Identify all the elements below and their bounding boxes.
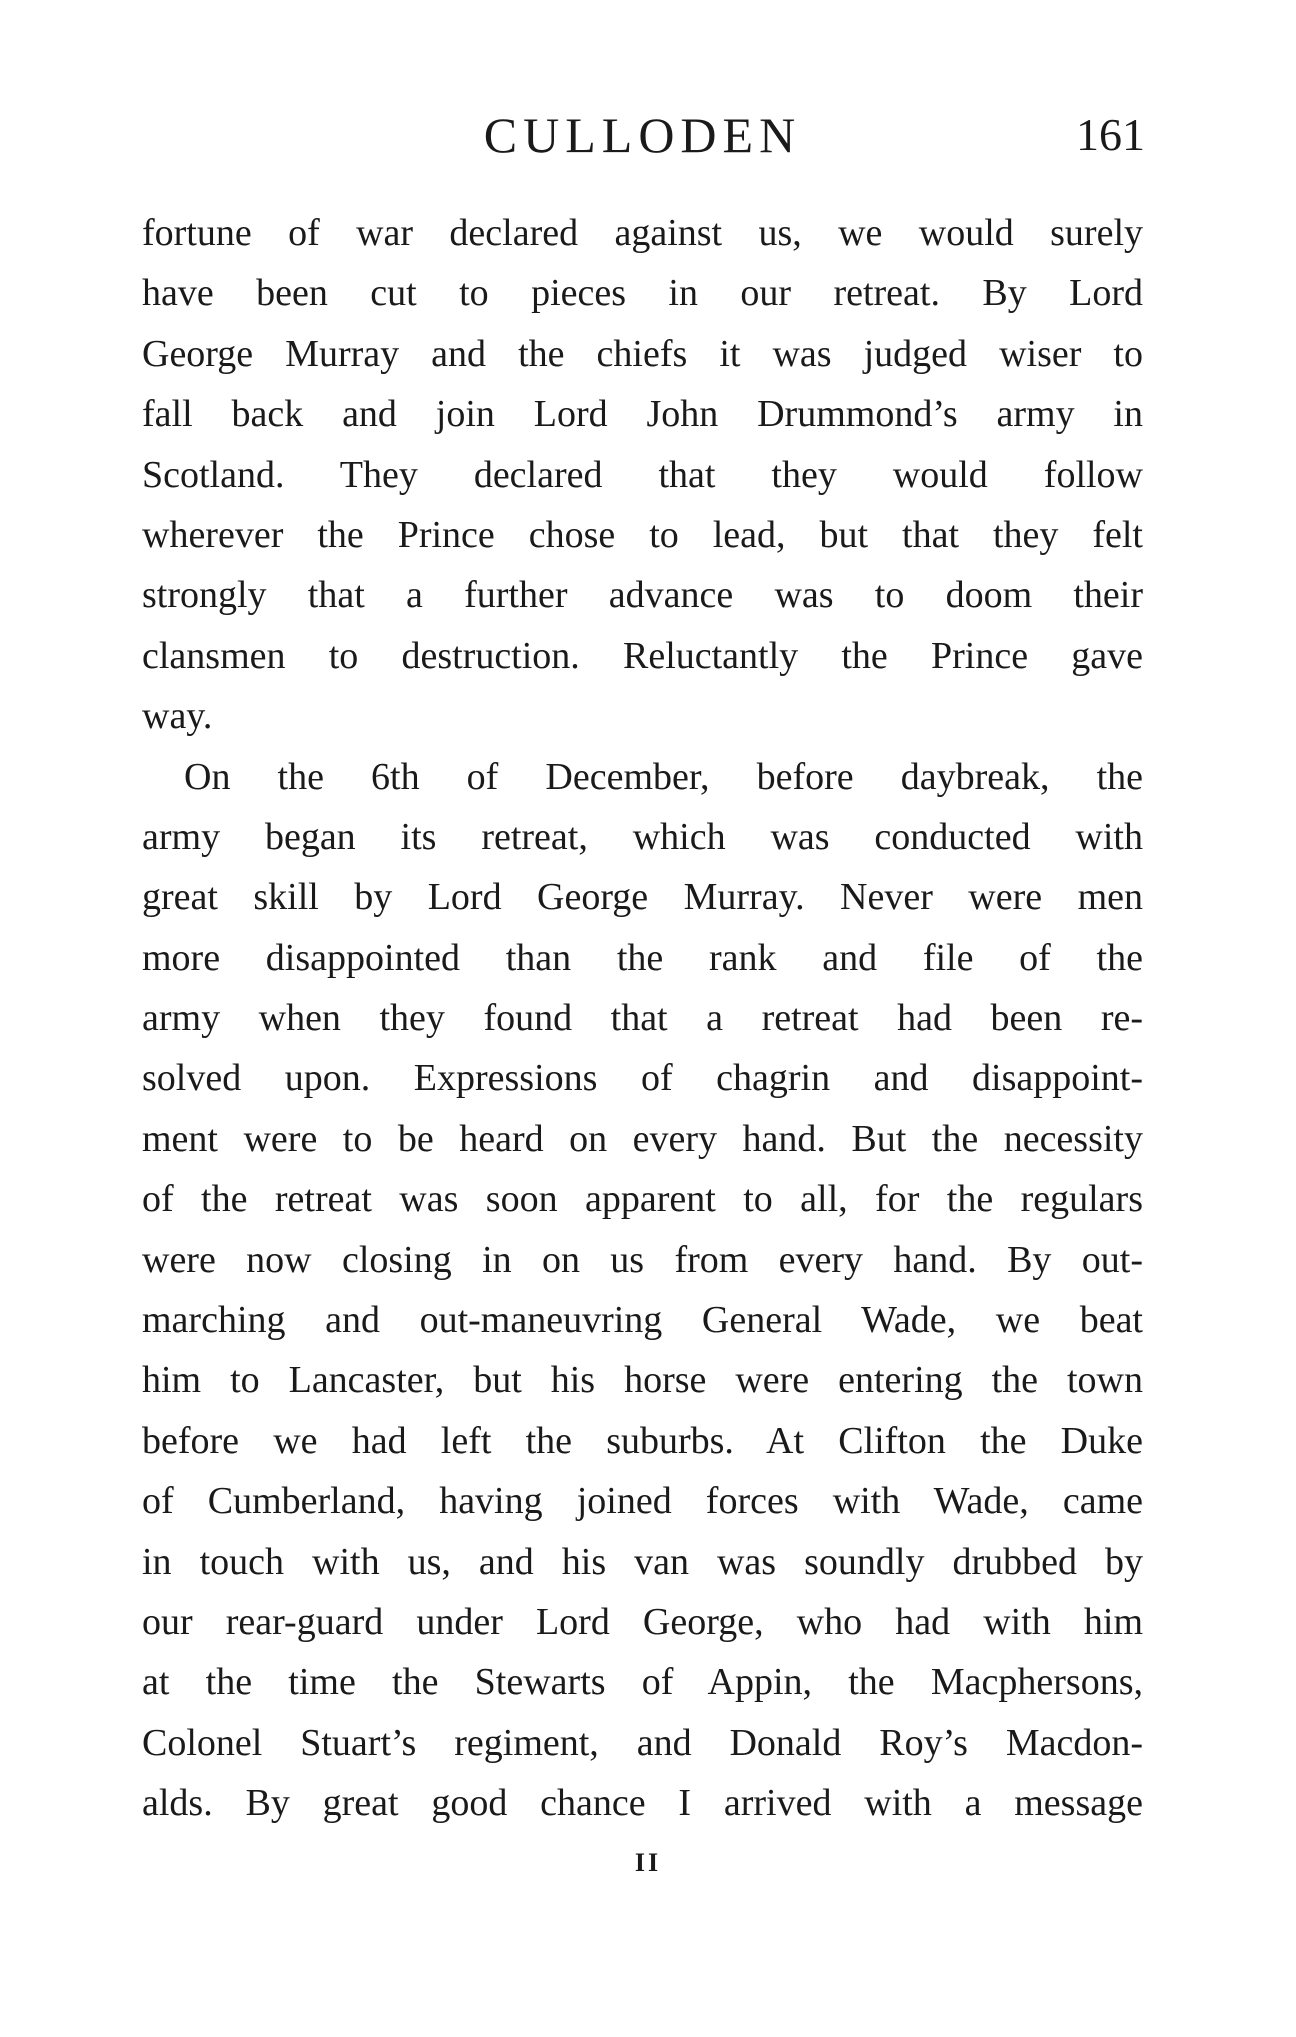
text-line: at the time the Stewarts of Appin, the Macphersons, <box>142 1661 1143 1704</box>
page-header <box>140 100 1145 170</box>
text-line: fortune of war declared against us, we would surely <box>142 212 1143 254</box>
text-line: more disappointed than the rank and file of the <box>142 936 1143 979</box>
text-line: before we had left the suburbs. At Clifton the Duke <box>142 1419 1143 1462</box>
text-line: of the retreat was soon apparent to all, for the regulars <box>142 1178 1143 1221</box>
text-line: him to Lancaster, but his horse were entering the town <box>142 1359 1143 1402</box>
signature-mark: II <box>634 1848 662 1877</box>
text-line: Scotland. They declared that they would follow <box>142 453 1143 496</box>
text-line: ment were to be heard on every hand. But the necessity <box>142 1117 1143 1160</box>
text-line: solved upon. Expressions of chagrin and disappoint- <box>142 1057 1143 1100</box>
text-line: of Cumberland, having joined forces with Wade, came <box>142 1480 1143 1523</box>
text-line: great skill by Lord George Murray. Never were men <box>142 876 1143 919</box>
text-line: army when they found that a retreat had been re- <box>142 997 1143 1040</box>
text-line: fall back and join Lord John Drummond’s army in <box>142 393 1143 436</box>
text-line: were now closing in on us from every hand. By out- <box>142 1238 1143 1281</box>
text-line: alds. By great good chance I arrived with a message <box>142 1782 1143 1825</box>
page-number: 161 <box>1076 109 1145 160</box>
text-line: army began its retreat, which was conducted with <box>142 815 1143 858</box>
text-line: clansmen to destruction. Reluctantly the Prince gave <box>142 634 1143 677</box>
text-line: George Murray and the chiefs it was judged wiser to <box>142 332 1143 375</box>
text-line: our rear-guard under Lord George, who had with him <box>142 1600 1143 1643</box>
text-line: way. <box>142 695 213 738</box>
text-line: marching and out-maneuvring General Wade, we beat <box>142 1299 1143 1342</box>
running-title: CULLODEN <box>483 107 802 163</box>
paragraph-first-line: On the 6th of December, before daybreak, the <box>184 755 1143 798</box>
text-line: have been cut to pieces in our retreat. By Lord <box>142 272 1143 315</box>
text-line: in touch with us, and his van was soundly drubbed by <box>142 1540 1143 1583</box>
text-line: wherever the Prince chose to lead, but that they felt <box>142 513 1143 556</box>
body-text <box>142 203 1143 1834</box>
text-line: strongly that a further advance was to doom their <box>142 574 1143 617</box>
text-line: Colonel Stuart’s regiment, and Donald Roy’s Macdon- <box>142 1721 1143 1764</box>
